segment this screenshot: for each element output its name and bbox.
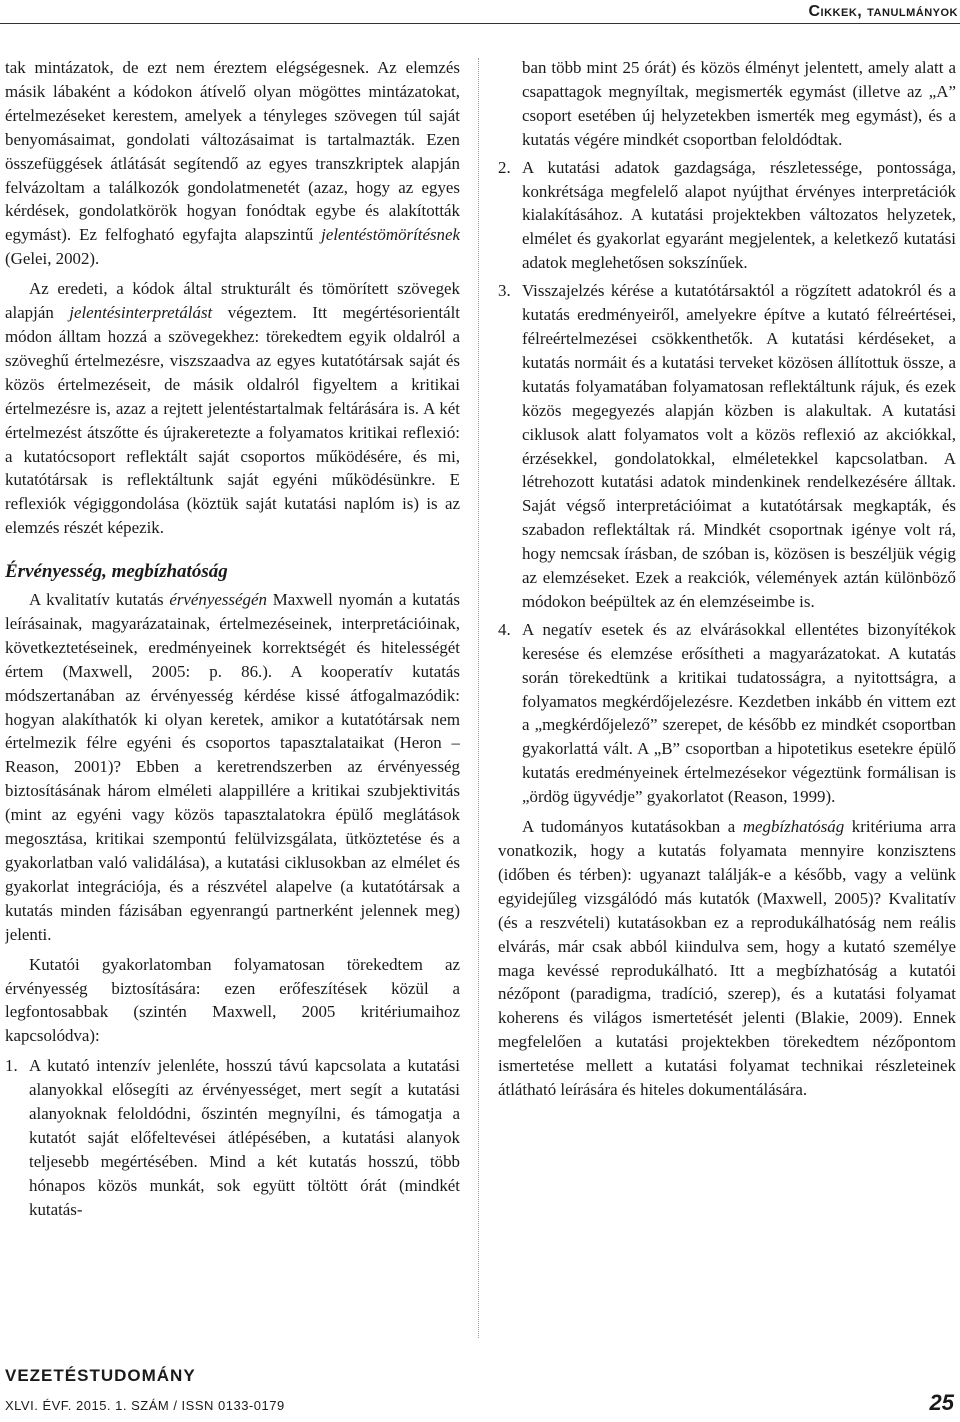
- list-item: 4. A negatív esetek és az elvárásokkal ellentétes bizonyítékok keresése és elemzése erősítheti a magyarázatokat. A kutatás során törekedtünk a kritikai tudatosságra, a nyitottságra, a folyamatos megkérdőjelezésre. Kezdetben inkább én vittem ezt a „megkérdőjelező” szerepet, de később ez mindkét csoportban gyakorlattá vált. A „B” csoportban a hipotetikus esetekre épülő kutatás eredményeinek értelmezésekor végeztünk formálisan is „ördög ügyvédje” gyakorlatot (Reason, 1999).: [498, 619, 956, 807]
- issue-info: XLVI. ÉVF. 2015. 1. SZÁM / ISSN 0133-0179: [5, 1398, 285, 1413]
- journal-name: VEZETÉSTUDOMÁNY: [5, 1366, 196, 1385]
- section-title: Cikkek, tanulmányok: [800, 3, 958, 21]
- column-divider: [478, 58, 479, 1338]
- right-column: [498, 56, 956, 1346]
- list-item: ban több mint 25 órát) és közös élményt jelentett, amely alatt a csapattagok megnyíltak, megismerték egymást (illetve az „A” csoport esetében új helyzetekben ismerték meg egymást), és a kutatás végére mindkét csoportban feloldódtak.: [522, 58, 956, 149]
- paragraph-3: A kvalitatív kutatás érvényességén Maxwell nyomán a kutatás leírásainak, magyarázatainak, értelmezéseinek, interpretációinak, következtetéseinek, eredményeinek korrektségét és hitelességét értem (Maxwell, 2005: p. 86.). A kooperatív kutatás módszertanában az érvényesség kérdése kissé átfogalmazódik: hogyan alakíthatók ki olyan keretek, amikor a kutatótársak nem értelmezik félre egyéni és csoportos tapasztalataikat (Heron – Reason, 2001)? Ebben a keretrendszerben az érvényesség biztosításának három elméleti alappillére a kritikai szubjektivitás (mint az egyéni vagy közös tapasztalatokra épülő meglátások megosztása, kritikai szempontú felülvizsgálata, ütköztetése és a gyakorlatban való validálása), a kutatási ciklusokban az elmélet és gyakorlat integrációja, és a részvétel alapelve (a kutatótársak a kutatás minden fázisában egyenrangú partnerként jelennek meg) jelenti.: [5, 590, 460, 944]
- list-item: 1. A kutató intenzív jelenléte, hosszú távú kapcsolata a kutatási alanyokkal elősegíti az érvényességet, mert segít a kutatási alanyoknak feloldódni, őszintén megnyílni, és támogatja a kutatót saját előfeltevései átlépésében, a kutatási alanyok teljesebb megértésében. Mind a két kutatás hosszú, több hónapos közös munkát, sok együtt töltött órát (mindkét kutatás-: [5, 1056, 460, 1219]
- running-header: [0, 0, 960, 30]
- paragraph-4: Kutatói gyakorlatomban folyamatosan törekedtem az érvényesség biztosítására: ezen erőfeszítések közül a legfontosabbak (szintén Maxwell, 2005 kritériumaihoz kapcsolódva):: [5, 954, 460, 1046]
- paragraph-5: A tudományos kutatásokban a megbízhatóság kritériuma arra vonatkozik, hogy a kutatás folyamata mennyire konzisztens (időben és térben): ugyanazt találják-e a később, vagy a velünk egyidejűleg vizsgálódó más kutatók (Maxwell, 2005)? Kvalitatív (és a reszvételi) kutatásokban ez a reprodukálhatóság nem reális elvárás, már csak abból kiindulva sem, hogy a kutató személye maga kevéssé reprodukálható. Itt a megbízhatóság a kutatói nézőpont (paradigma, tradíció, szerep), és a kutatási folyamat koherens és világos ismertetését jelenti (Blakie, 2009). Ennek megfelelően a kutatási projektekben törekedtem nézőpontom ismertetése mellett a kutatási folyamat technikai részleteinek átlátható leírására és hiteles dokumentálására.: [498, 817, 956, 1100]
- header-rule: [0, 23, 960, 24]
- section-heading-validity: Érvényesség, megbízhatóság: [5, 561, 228, 583]
- paragraph-1: tak mintázatok, de ezt nem éreztem elégségesnek. Az elemzés másik lábaként a kódokon átívelő olyan mögöttes mintázatokat, értelmezéseket kerestem, amelyek a tényleges szövegen túl saját benyomásaimat, gondolati változásaimat is tartalmazták. Ezen összefüggések átlátását segítendő az egyes transzkriptek alapján felvázoltam a találkozók gondolatmenetét (azaz, hogy az egyes kérdések, gondolatkörök hogyan fonódtak egybe és alakították egymást). Ez felfogható egyfajta alapszintű jelentéstömörítésnek (Gelei, 2002).: [5, 58, 460, 269]
- criteria-list-continued: [498, 56, 956, 809]
- paragraph-2: Az eredeti, a kódok által strukturált és tömörített szövegek alapján jelentésinterpretálást végeztem. Itt megértésorientált módon álltam hozzá a szövegekhez: törekedtem egyik oldalról a szöveghű értelmezésre, viszszaadva az egyes kutatótársak saját és közös értelmezéseit, de másik oldalról figyeltem a kritikai értelmezésre is, azaz a rejtett jelentéstartalmak feltárására is. A két értelmezést átszőtte és újrakeretezte a folyamatos kritikai reflexió: a kutatócsoport reflektált saját csoportos működésére, és mi, kutatótársak is reflektáltunk saját egyéni működésünkre. E reflexiók végiggondolása (köztük saját kutatási naplóm is) is az elemzés részét képezik.: [5, 279, 460, 538]
- criteria-list: [5, 1054, 460, 1221]
- list-item: 3. Visszajelzés kérése a kutatótársaktól a rögzített adatokról és a kutatás eredményeiről, amelyekre építve a kutató félreértései, félreértelmezései csökkenthetők. A kutatási kérdéseket, a kutatás normáit és a kutatási terveket közösen állítottuk össze, a kutatás folyamatában folyamatosan reflektáltunk rájuk, és ezek közös megegyezés alapján közben is alakultak. A kutatási ciklusok alatt folyamatos volt a közös reflexió az akciókkal, érzésekkel, gondolatokkal, elméletekkel kapcsolatban. A létrehozott kutatási adatok mindenkinek rendelkezésére álltak. Saját végső interpretációimat a kutatótársak megkapták, és szabadon reflektáltak rá. Mindkét csoportnak igénye volt rá, hogy nemcsak írásban, de szóban is, közösen is beszéljük végig az elemzéseket. Ezek a reakciók, vélemények aztán különböző módokon beépültek az én elemzéseimbe is.: [498, 281, 956, 611]
- list-item: 2. A kutatási adatok gazdagsága, részletessége, pontossága, konkrétsága megfelelő alapot nyújthat érvényes interpretációk kialakításához. A kutatási projektekben változatos helyzetek, elmélet és gyakorlat egyaránt megjelentek, a keletkező kutatási adatok meglehetősen sokszínűek.: [498, 157, 956, 273]
- left-column: [5, 56, 460, 1351]
- page-number: 25: [929, 1390, 954, 1415]
